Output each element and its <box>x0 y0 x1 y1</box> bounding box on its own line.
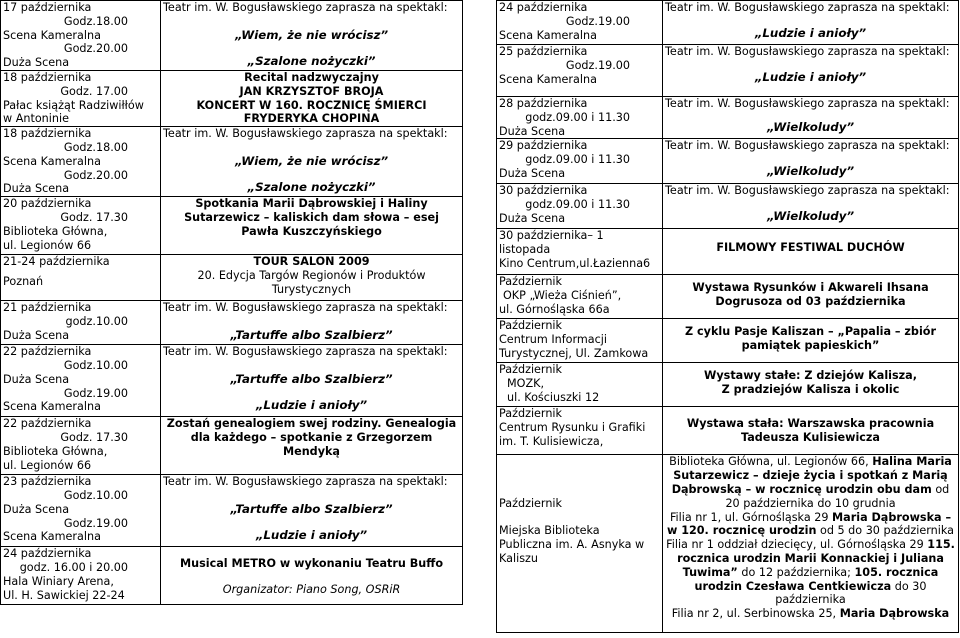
play-title: „Wielkoludy” <box>766 119 855 134</box>
table-row <box>1 475 463 547</box>
table-row <box>497 1 959 45</box>
table-row <box>1 197 463 255</box>
date-venue-cell: Październik Miejska Biblioteka Publiczna im. A. Asnyka w Kaliszu <box>497 455 663 633</box>
date-venue-cell: Październik OKP „Wieża Ciśnień”, ul. Górnośląska 66a <box>497 275 663 319</box>
event-cell: Musical METRO w wykonaniu Teatru Buffo Organizator: Piano Song, OSRiR <box>161 547 463 605</box>
play-title: „Wiem, że nie wrócisz” <box>234 153 389 168</box>
table-row <box>1 255 463 301</box>
play-title: „Wielkoludy” <box>766 164 855 179</box>
table-row <box>1 547 463 605</box>
date-venue-cell: 30 października godz.09.00 i 11.30 Duża Scena <box>497 184 663 229</box>
event-cell: TOUR SALON 2009 20. Edycja Targów Regionów i Produktów Turystycznych <box>161 255 463 301</box>
date-venue-cell: 21-24 października Poznań <box>1 255 161 301</box>
event-cell: Teatr im. W. Bogusławskiego zaprasza na spektakl: „Ludzie i anioły” <box>663 1 959 45</box>
event-cell: Recital nadzwyczajny JAN KRZYSZTOF BROJA KONCERT W 160. ROCZNICĘ ŚMIERCI FRYDERYKA CHOPINA <box>161 70 463 126</box>
event-cell: Zostań genealogiem swej rodziny. Genealogia dla każdego – spotkanie z Grzegorzem Mendyką <box>161 417 463 475</box>
date-venue-cell: 17 października Godz.18.00 Scena Kameralna Godz.20.00 Duża Scena <box>1 1 161 71</box>
schedule-table-right <box>496 0 959 633</box>
table-row <box>497 455 959 633</box>
table-row <box>497 97 959 139</box>
event-cell: Biblioteka Główna, ul. Legionów 66, Halina Maria Sutarzewicz – dzieje życia i spotkań z Marią Dąbrowską – w rocznicę urodzin obu dam od 20 października do 10 grudnia Filia nr 1, ul. Górnośląska 29 Maria Dąbrowska – w 120. rocznicę urodzin od 5 do 30 października Filia nr 1 oddział dziecięcy, ul. Górnośląska 29 115. rocznica urodzin Marii Konnackiej i Juliana Tuwima” do 12 października; 105. rocznica urodzin Czesława Centkiewicza do 30 października Filia nr 2, ul. Serbinowska 25, Maria Dąbrowska <box>663 455 959 633</box>
table-row <box>497 184 959 229</box>
date-venue-cell: 22 października Godz.10.00 Duża Scena Godz.19.00 Scena Kameralna <box>1 345 161 417</box>
date-venue-cell: 25 października Godz.19.00 Scena Kameralna <box>497 45 663 97</box>
table-row <box>497 275 959 319</box>
table-row <box>497 319 959 363</box>
event-cell: Wystawa Rysunków i Akwareli Ihsana Dogrusoza od 03 października <box>663 275 959 319</box>
event-cell: FILMOWY FESTIWAL DUCHÓW <box>663 229 959 275</box>
date-venue-cell: 30 października– 1 listopada Kino Centrum,ul.Łazienna6 <box>497 229 663 275</box>
event-cell: Teatr im. W. Bogusławskiego zaprasza na spektakl: „Tartuffe albo Szalbierz” <box>161 301 463 345</box>
play-title: „Szalone nożyczki” <box>247 53 376 68</box>
play-title: „Wiem, że nie wrócisz” <box>234 27 389 42</box>
play-title: „Ludzie i anioły” <box>255 527 368 542</box>
event-cell: Teatr im. W. Bogusławskiego zaprasza na spektakl: „Wiem, że nie wrócisz” „Szalone nożyczki” <box>161 127 463 197</box>
table-row <box>1 70 463 126</box>
table-row <box>1 127 463 197</box>
table-row <box>497 363 959 407</box>
date-venue-cell: 29 października godz.09.00 i 11.30 Duża Scena <box>497 139 663 184</box>
table-row <box>1 301 463 345</box>
play-title: „Wielkoludy” <box>766 209 855 224</box>
play-title: „Tartuffe albo Szalbierz” <box>230 371 393 386</box>
table-row <box>497 229 959 275</box>
table-row <box>497 407 959 455</box>
table-row <box>1 1 463 71</box>
event-cell: Teatr im. W. Bogusławskiego zaprasza na spektakl: „Wielkoludy” <box>663 139 959 184</box>
date-venue-cell: 23 października Godz.10.00 Duża Scena Godz.19.00 Scena Kameralna <box>1 475 161 547</box>
event-cell: Teatr im. W. Bogusławskiego zaprasza na spektakl: „Wiem, że nie wrócisz” „Szalone nożyczki” <box>161 1 463 71</box>
play-title: „Ludzie i anioły” <box>255 397 368 412</box>
event-cell: Teatr im. W. Bogusławskiego zaprasza na spektakl: „Wielkoludy” <box>663 184 959 229</box>
date-venue-cell: 22 października Godz. 17.30 Biblioteka Główna, ul. Legionów 66 <box>1 417 161 475</box>
date-venue-cell: 28 października godz.09.00 i 11.30 Duża Scena <box>497 97 663 139</box>
date-venue-cell: 24 października Godz.19.00 Scena Kameralna <box>497 1 663 45</box>
table-row <box>497 45 959 97</box>
date-venue-cell: 21 października godz.10.00 Duża Scena <box>1 301 161 345</box>
event-cell: Spotkania Marii Dąbrowskiej i Haliny Sutarzewicz – kaliskich dam słowa – esej Pawła Kuszczyńskiego <box>161 197 463 255</box>
date-venue-cell: Październik Centrum Informacji Turystycznej, Ul. Zamkowa <box>497 319 663 363</box>
play-title: „Ludzie i anioły” <box>754 25 867 40</box>
date-venue-cell: 20 października Godz. 17.30 Biblioteka Główna, ul. Legionów 66 <box>1 197 161 255</box>
play-title: „Ludzie i anioły” <box>754 69 867 84</box>
play-title: „Tartuffe albo Szalbierz” <box>230 501 393 516</box>
event-cell: Z cyklu Pasje Kaliszan – „Papalia – zbiór pamiątek papieskich” <box>663 319 959 363</box>
schedule-table-left <box>0 0 463 605</box>
event-cell: Wystawa stała: Warszawska pracownia Tadeusza Kulisiewicza <box>663 407 959 455</box>
event-cell: Teatr im. W. Bogusławskiego zaprasza na spektakl: „Tartuffe albo Szalbierz” „Ludzie i anioły” <box>161 345 463 417</box>
event-cell: Wystawy stałe: Z dziejów Kalisza, Z pradziejów Kalisza i okolic <box>663 363 959 407</box>
table-row <box>1 417 463 475</box>
date-venue-cell: Październik MOZK, ul. Kościuszki 12 <box>497 363 663 407</box>
event-cell: Teatr im. W. Bogusławskiego zaprasza na spektakl: „Wielkoludy” <box>663 97 959 139</box>
event-cell: Teatr im. W. Bogusławskiego zaprasza na spektakl: „Ludzie i anioły” <box>663 45 959 97</box>
table-row <box>497 139 959 184</box>
date-venue-cell: 18 października Godz. 17.00 Pałac książąt Radziwiłłów w Antoninie <box>1 70 161 126</box>
table-row <box>1 345 463 417</box>
event-cell: Teatr im. W. Bogusławskiego zaprasza na spektakl: „Tartuffe albo Szalbierz” „Ludzie i anioły” <box>161 475 463 547</box>
play-title: „Tartuffe albo Szalbierz” <box>230 327 393 342</box>
date-venue-cell: Październik Centrum Rysunku i Grafiki im. T. Kulisiewicza, <box>497 407 663 455</box>
date-venue-cell: 18 października Godz.18.00 Scena Kameralna Godz.20.00 Duża Scena <box>1 127 161 197</box>
play-title: „Szalone nożyczki” <box>247 179 376 194</box>
date-venue-cell: 24 października godz. 16.00 i 20.00 Hala Winiary Arena, Ul. H. Sawickiej 22-24 <box>1 547 161 605</box>
